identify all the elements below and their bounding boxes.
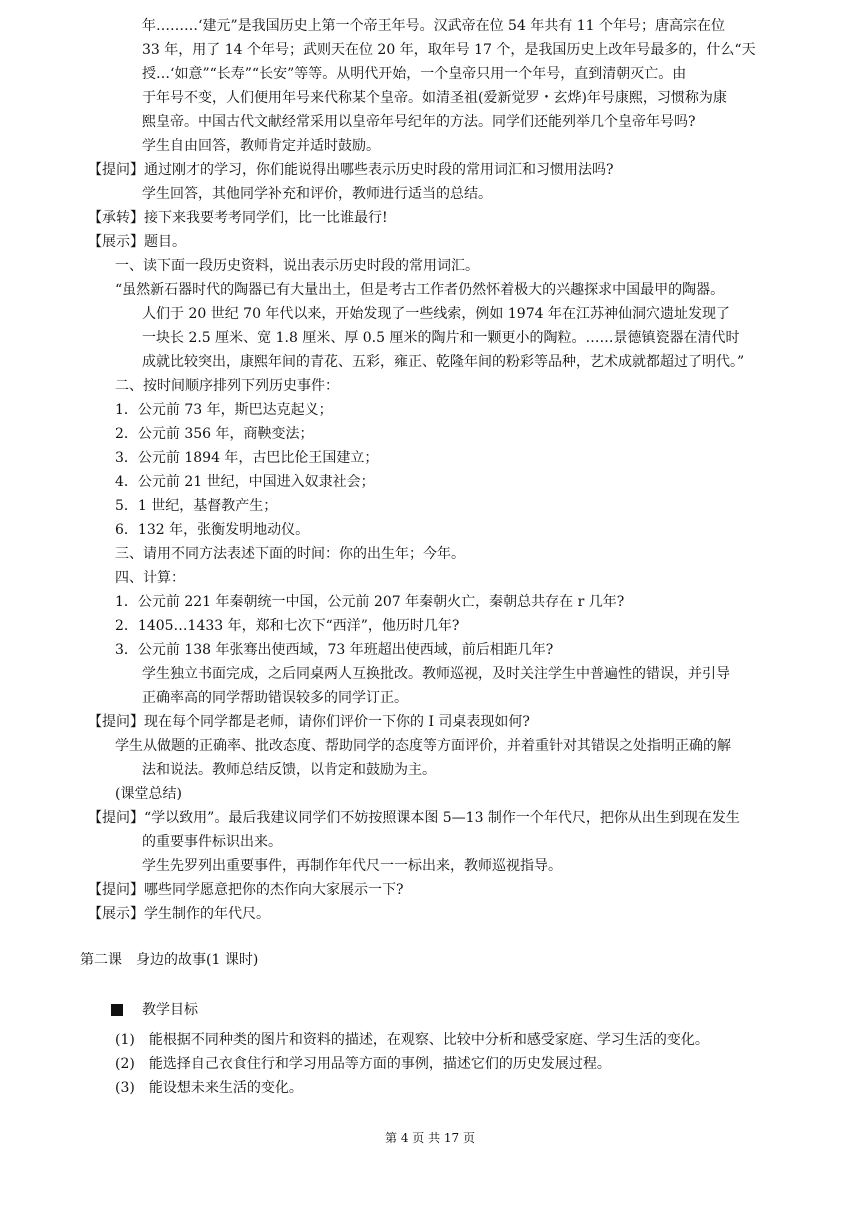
quote-line: 人们于 20 世纪 70 年代以来，开始发现了一些线索，例如 1974 年在江苏神仙洞穴遗址发现了 [142, 306, 730, 322]
text-line: 于年号不变，人们便用年号来代称某个皇帝。如清圣祖(爱新觉罗・玄烨)年号康熙，习惯称为康 [142, 90, 727, 106]
question-tag-line: 【提问】哪些同学愿意把你的杰作向大家展示一下? [88, 882, 404, 898]
section-heading: 教学目标 [142, 1002, 198, 1018]
exercise-heading: 四、计算： [115, 570, 185, 586]
list-item: 3．公元前 1894 年，古巴比伦王国建立； [115, 450, 379, 466]
text-line: 学生从做题的正确率、批改态度、帮助同学的态度等方面评价，并着重针对其错误之处指明正确的解 [115, 738, 731, 754]
text-line: 法和说法。教师总结反馈，以肯定和鼓励为主。 [142, 762, 436, 778]
exercise-heading: 二、按时间顺序排列下列历史事件： [115, 378, 339, 394]
question-tag-line: 【提问】现在每个同学都是老师，请你们评价一下你的 I 司桌表现如何? [88, 714, 530, 730]
text-line: 熙皇帝。中国古代文献经常采用以皇帝年号纪年的方法。同学们还能列举几个皇帝年号吗? [142, 114, 696, 130]
list-item: 2．1405…1433 年，郑和七次下“西洋”，他历时几年? [115, 618, 460, 634]
text-line: 年………‘建元”是我国历史上第一个帝王年号。汉武帝在位 54 年共有 11 个年号；唐高宗在位 [142, 18, 726, 34]
text-line: 学生回答，其他同学补充和评价，教师进行适当的总结。 [142, 186, 492, 202]
display-tag-line: 【展示】学生制作的年代尺。 [88, 906, 270, 922]
question-tag-line: 【提问】“学以致用”。最后我建议同学们不妨按照课本图 5—13 制作一个年代尺，把你从出生到现在发生 [88, 810, 740, 826]
list-item: 4．公元前 21 世纪，中国进入奴隶社会； [115, 474, 375, 490]
quote-line: 一块长 2.5 厘米、宽 1.8 厘米、厚 0.5 厘米的陶片和一颗更小的陶粒。……景德镇瓷器在清代时 [142, 330, 740, 346]
list-item: 2．公元前 356 年，商鞅变法； [115, 426, 314, 442]
bullet-square-icon [111, 1004, 123, 1016]
list-item: 3．公元前 138 年张骞出使西域，73 年班超出使西域，前后相距几年? [115, 642, 554, 658]
objective-item: (2) 能选择自己衣食住行和学习用品等方面的事例，描述它们的历史发展过程。 [115, 1056, 611, 1072]
list-item: 5．1 世纪，基督教产生； [115, 498, 278, 514]
objective-item: (3) 能设想未来生活的变化。 [115, 1080, 303, 1096]
text-line: 授…‘如意”“长寿”“长安”等等。从明代开始，一个皇帝只用一个年号，直到清朝灭亡。由 [142, 66, 687, 82]
exercise-heading: 三、请用不同方法表述下面的时间：你的出生年；今年。 [115, 546, 465, 562]
question-tag-line: 【提问】通过刚才的学习，你们能说得出哪些表示历史时段的常用词汇和习惯用法吗? [88, 162, 614, 178]
text-line: 正确率高的同学帮助错误较多的同学订正。 [142, 690, 408, 706]
list-item: 6．132 年，张衡发明地动仪。 [115, 522, 310, 538]
list-item: 1．公元前 221 年秦朝统一中国，公元前 207 年秦朝火亡，秦朝总共存在 r 几年? [115, 594, 625, 610]
transition-tag-line: 【承转】接下来我要考考同学们，比一比谁最行! [88, 210, 388, 226]
page-footer: 第 4 页 共 17 页 [385, 1131, 475, 1145]
objective-item: (1) 能根据不同种类的图片和资料的描述，在观察、比较中分析和感受家庭、学习生活的变化。 [115, 1032, 709, 1048]
text-line: 的重要事件标识出来。 [142, 834, 282, 850]
quote-line: “虽然新石器时代的陶器已有大量出土，但是考古工作者仍然怀着极大的兴趣探求中国最甲的陶器。 [115, 282, 725, 298]
quote-line: 成就比较突出，康熙年间的青花、五彩，雍正、乾隆年间的粉彩等品种，艺术成就都超过了明代。” [142, 354, 745, 370]
section-note: (课堂总结) [115, 786, 182, 802]
list-item: 1．公元前 73 年，斯巴达克起义； [115, 402, 333, 418]
exercise-heading: 一、读下面一段历史资料，说出表示历史时段的常用词汇。 [115, 258, 479, 274]
lesson-title: 第二课 身边的故事(1 课时) [80, 952, 259, 968]
display-tag-line: 【展示】题目。 [88, 234, 186, 250]
text-line: 学生先罗列出重要事件，再制作年代尺一一标出来，教师巡视指导。 [142, 858, 562, 874]
text-line: 33 年，用了 14 个年号；武则天在位 20 年，取年号 17 个，是我国历史上改年号最多的，什么“天 [142, 42, 756, 58]
text-line: 学生独立书面完成，之后同桌两人互换批改。教师巡视，及时关注学生中普遍性的错误，并引导 [142, 666, 730, 682]
text-line: 学生自由回答，教师肯定并适时鼓励。 [142, 138, 380, 154]
